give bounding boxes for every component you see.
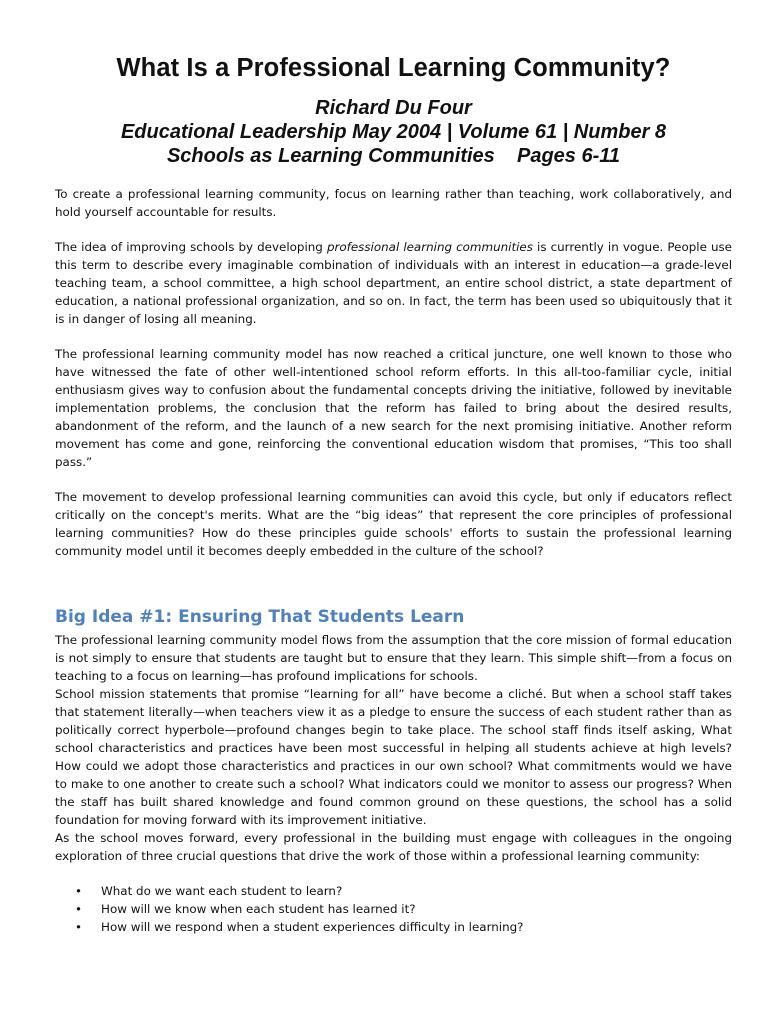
list-item [55,918,732,936]
intro-paragraph-2-end: is currently in vogue. People use this term to describe every imaginable combination of individuals with an interest in education—a grade-level teaching team, a school committee, a high school department, an entire school district, a state department of education, a national professional organization, and so on. In fact, the term has been used so ubiquitously that it is in danger of losing all meaning. [55,240,733,326]
intro-paragraph-4: The movement to develop professional learning communities can avoid this cycle, but only if educators reflect critically on the concept's merits. What are the “big ideas” that represent the core principles of professional learning communities? How do these principles guide schools' efforts to sustain the professional learning community model until it becomes deeply embedded in the culture of the school? [55,490,732,558]
list-item [55,882,732,900]
intro-paragraph-2-emphasis: professional learning communities [326,240,533,254]
big-idea-1-paragraph-3: As the school moves forward, every professional in the building must engage with colleagues in the ongoing exploration of three crucial questions that drive the work of those within a professional learning community: [55,831,732,863]
intro-paragraph-2 [55,238,732,328]
list-item-text: How will we respond when a student experiences difficulty in learning? [101,920,524,934]
bullet-icon: • [75,884,83,898]
crucial-questions-list [55,882,732,936]
big-idea-1-paragraph-1: The professional learning community model flows from the assumption that the core mission of formal education is not simply to ensure that students are taught but to ensure that they learn. This simple shift—from a focus on teaching to a focus on learning—has profound implications for schools. [55,633,732,683]
list-item [55,900,732,918]
intro-paragraph-1: To create a professional learning community, focus on learning rather than teaching, work collaboratively, and hold yourself accountable for results. [55,187,732,219]
list-item-text: What do we want each student to learn? [101,884,343,898]
author-name: Richard Du Four [315,97,472,119]
bullet-icon: • [75,920,83,934]
page-title: What Is a Professional Learning Community? [116,54,671,82]
big-idea-1-body [55,631,732,865]
bullet-icon: • [75,902,83,916]
intro-paragraph-2-start: The idea of improving schools by developing [55,240,327,254]
citation-block [55,96,732,168]
citation-line-2: Schools as Learning Communities Pages 6-11 [166,145,621,167]
citation-line-1: Educational Leadership May 2004 | Volume 61 | Number 8 [120,121,667,143]
intro-paragraph-3: The professional learning community model has now reached a critical juncture, one well known to those who have witnessed the fate of other well-intentioned school reform efforts. In this all-too-familiar cycle, initial enthusiasm gives way to confusion about the fundamental concepts driving the initiative, followed by inevitable implementation problems, the conclusion that the reform has failed to bring about the desired results, abandonment of the reform, and the launch of a new search for the next promising initiative. Another reform movement has come and gone, reinforcing the conventional education wisdom that promises, “This too shall pass.” [55,347,732,469]
big-idea-1-paragraph-2: School mission statements that promise “learning for all” have become a cliché. But when a school staff takes that statement literally—when teachers view it as a pledge to ensure the success of each student rather than as politically correct hyperbole—profound changes begin to take place. The school staff finds itself asking, What school characteristics and practices have been most successful in helping all students achieve at high levels? How could we adopt those characteristics and practices in our own school? What commitments would we have to make to one another to create such a school? What indicators could we monitor to assess our progress? When the staff has built shared knowledge and found common ground on these questions, the school has a solid foundation for moving forward with its improvement initiative. [55,687,732,827]
section-heading-big-idea-1: Big Idea #1: Ensuring That Students Learn [55,607,465,627]
list-item-text: How will we know when each student has learned it? [101,902,416,916]
